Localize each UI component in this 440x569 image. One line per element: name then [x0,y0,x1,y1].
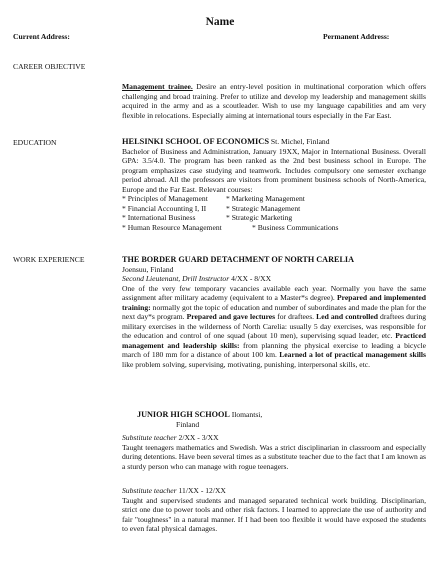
jhs-country: Finland [176,420,200,429]
course-item: * Strategic Management [226,203,301,213]
education-text: Bachelor of Business and Administration, January 19XX, Major in International Business. Overall GPA: 3.5/4.0. The program has been ranked as the 2nd best business school in Europe. The program emphasizes case studying and teamwork. Includes compulsory one semester exchange period abroad. All the professors are visitors from prominent business schools of North-America, Europe and the Far East. Relevant courses: [122,146,426,194]
course-row [122,223,426,233]
jhs-role1-dates: 2/XX - 3/XX [178,433,219,442]
work-block-border-guard [122,255,426,369]
jhs-heading [137,410,377,420]
course-item: * Human Resource Management [122,222,222,232]
work-role: Second Lieutenant, Drill Instructor [122,274,230,283]
section-career-objective: CAREER OBJECTIVE [13,62,86,71]
course-item: * Marketing Management [226,194,305,203]
resume-name: Name [205,16,235,28]
objective-text: Desire an entry-level position in multinational corporation which offers challenging and broad training. Prefer to utilize and develop my leadership and management skills acquired in the army and as a scoutleader. Wish to use my language capabilities and am very flexible in relocations. Especially aiming at international tours especially in the Far East. [122,82,427,120]
jhs-city: Ilomantsi, [231,410,263,419]
work-city: Joensuu, Finland [122,264,174,274]
jhs-role-1 [122,433,426,471]
jhs-role2-title: Substitute teacher [122,486,177,495]
course-item: * International Business [122,213,196,222]
permanent-address-label: Permanent Address: [323,32,390,41]
course-row [122,194,426,204]
work-org: THE BORDER GUARD DETACHMENT OF NORTH CARELIA [122,255,355,264]
course-item: * Principles of Management [122,194,208,203]
section-work-experience: WORK EXPERIENCE [13,255,85,264]
jhs-role1-title: Substitute teacher [122,433,177,442]
jhs-role2-dates: 11/XX - 12/XX [178,486,226,495]
course-item: * Business Communications [252,222,339,232]
jhs-role-2 [122,486,426,534]
education-block [122,137,426,232]
current-address-label: Current Address: [13,32,70,41]
education-school: HELSINKI SCHOOL OF ECONOMICS [122,137,269,146]
objective-lead: Management trainee. [122,82,193,91]
work-dates: 4/XX - 8/XX [231,274,272,283]
education-heading [122,137,426,147]
education-location: St. Michel, Finland [270,137,330,146]
jhs-org: JUNIOR HIGH SCHOOL [137,410,230,419]
jhs-role2-text: Taught and supervised students and managed separated technical work building. Disciplinarian, strict one due to power tools and other risk factors. I learned to appreciate the use of authority and fair "toughness" in a natural manner. If I had been too flexible it would have exposed the students to even fatal physical damages. [122,495,426,533]
objective-paragraph [122,82,426,120]
jhs-role1-text: Taught teenagers mathematics and Swedish. Was a strict disciplinarian in classroom and especially during detentions. Have been several times as a substitute teacher due to the fact that I am known as a sturdy person who can manage with rogue teenagers. [122,442,426,471]
course-row [122,213,426,223]
course-row [122,204,426,214]
section-education: EDUCATION [13,138,57,147]
course-item: * Strategic Marketing [226,213,293,222]
work-description: One of the very few temporary vacancies available each year. Normally you have the same assignment after military academy (equivalent to a Master*s degree). Prepared and implemented training: normally got the topic of education and number of subordinates and made the plan for the next day*s program. Prepared and gave lectures for draftees. Led and controlled draftees during military exercises in the wilderness of North Carelia: usually 5 day exercises, was responsible for the education and control of one squad (about 10 men), supervising squad leader, etc. Practiced management and leadership skills: from planning the physical exercise to leading a bicycle march of 180 mm for a distance of about 100 km. Learned a lot of practical management skills like problem solving, supervising, motivating, punishing, interpersonal skills, etc. [122,283,427,369]
course-list [122,194,426,232]
work-role-line [122,274,426,284]
course-item: * Financial Accounting I, II [122,203,207,213]
